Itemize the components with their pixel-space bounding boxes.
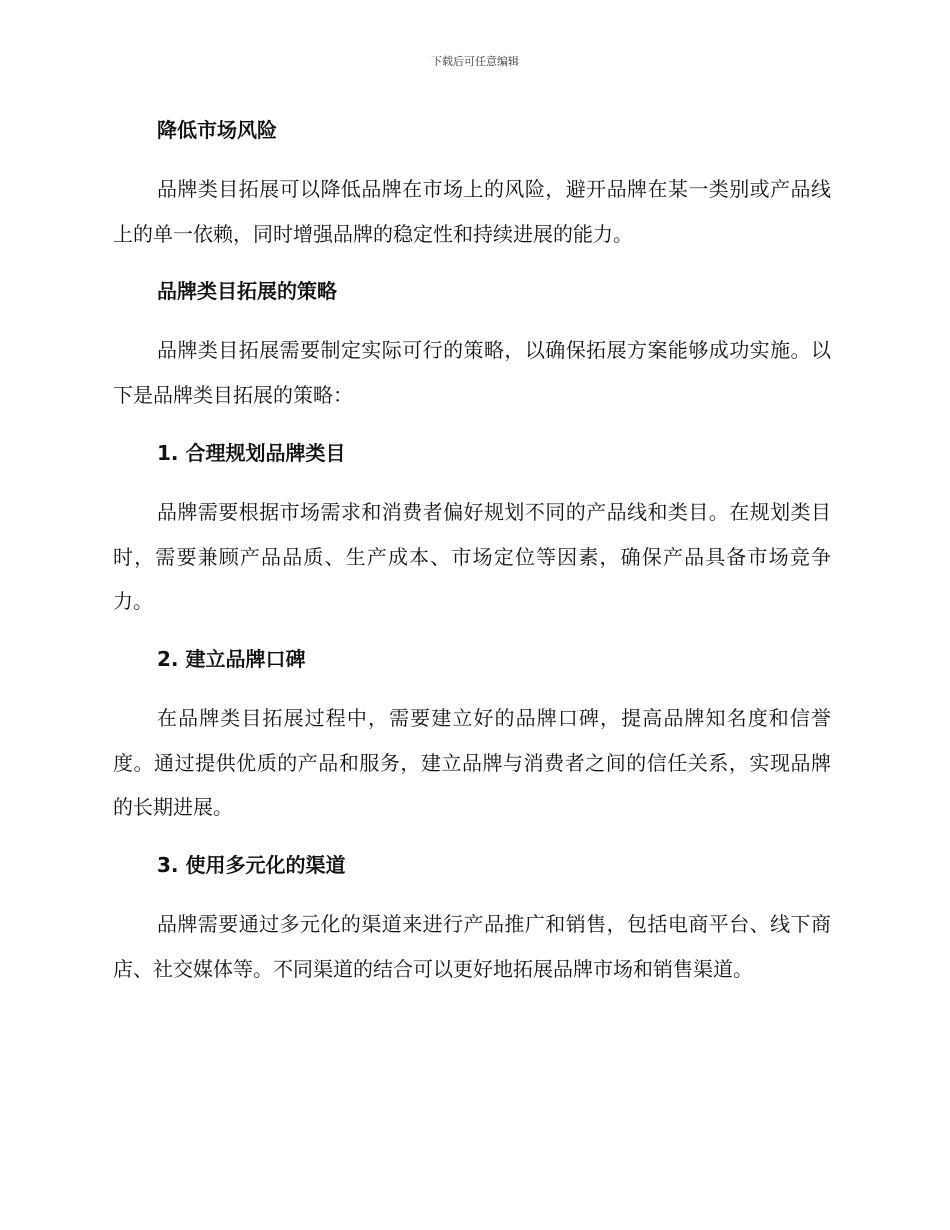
section-heading-strategy: 品牌类目拓展的策略 [157,279,337,304]
section-paragraph-reduce-risk: 品牌类目拓展可以降低品牌在市场上的风险，避开品牌在某一类别或产品线上的单一依赖，同时增强品牌的稳定性和持续进展的能力。 [113,177,831,246]
section-heading-reduce-risk: 降低市场风险 [157,118,277,142]
section-paragraph-plan-categories: 品牌需要根据市场需求和消费者偏好规划不同的产品线和类目。在规划类目时，需要兼顾产品品质、生产成本、市场定位等因素，确保产品具备市场竞争力。 [113,499,831,614]
section-paragraph-channels: 品牌需要通过多元化的渠道来进行产品推广和销售，包括电商平台、线下商店、社交媒体等。不同渠道的结合可以更好地拓展品牌市场和销售渠道。 [113,912,831,981]
section-paragraph-strategy: 品牌类目拓展需要制定实际可行的策略，以确保拓展方案能够成功实施。以下是品牌类目拓展的策略： [113,338,831,408]
document-body [113,108,831,991]
section-heading-reputation: 2. 建立品牌口碑 [157,646,306,671]
section-paragraph-reputation: 在品牌类目拓展过程中，需要建立好的品牌口碑，提高品牌知名度和信誉度。通过提供优质的产品和服务，建立品牌与消费者之间的信任关系，实现品牌的长期进展。 [113,705,831,820]
section-heading-plan-categories: 1. 合理规划品牌类目 [157,440,346,465]
page-header: 下载后可任意编辑 [431,55,519,68]
section-heading-channels: 3. 使用多元化的渠道 [157,853,346,878]
